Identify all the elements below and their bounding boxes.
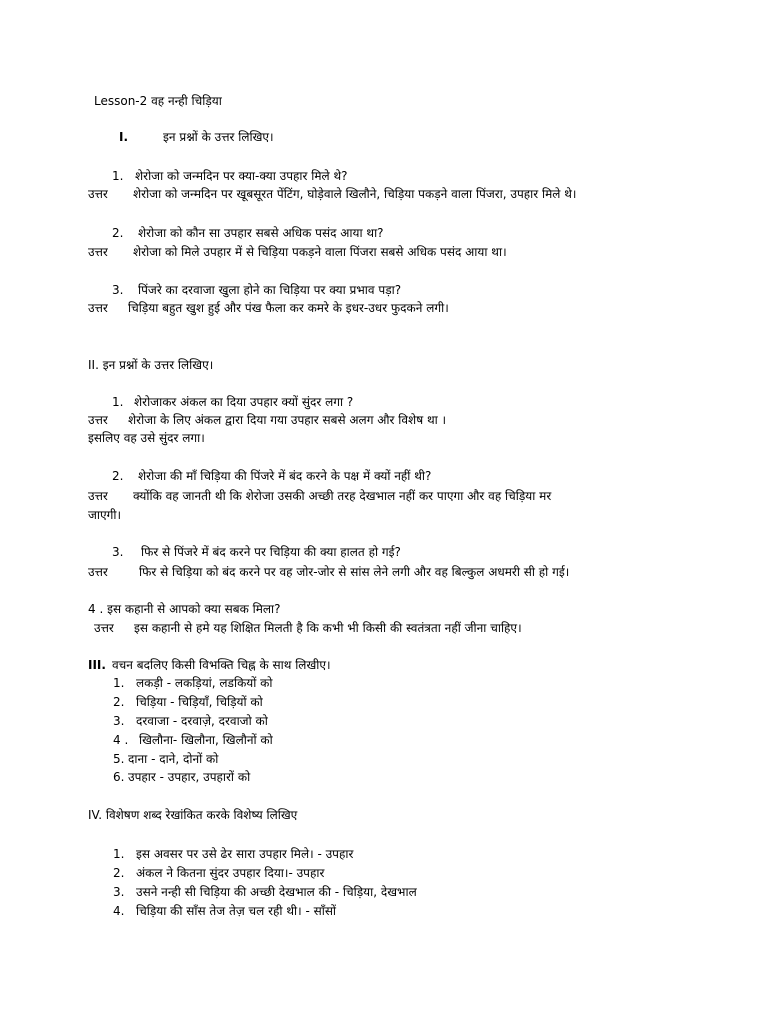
question-number: 2.	[112, 469, 124, 483]
list-item: चिड़िया - चिड़ियाँ, चिड़ियों को	[136, 695, 263, 709]
list-number: 3.	[113, 885, 125, 899]
question-text: शेरोजा को कौन सा उपहार सबसे अधिक पसंद आया था?	[138, 226, 384, 240]
list-number: 1.	[113, 847, 125, 861]
answer-label: उत्तर	[88, 489, 108, 503]
list-number: 3.	[113, 714, 125, 728]
list-number: 1.	[113, 676, 125, 690]
lesson-title: Lesson-2 वह नन्ही चिड़िया	[94, 94, 222, 108]
list-number: 4 .	[113, 733, 129, 747]
list-item: उपहार - उपहार, उपहारों को	[128, 770, 251, 784]
answer-label: उत्तर	[88, 245, 108, 259]
question-4: 4 . इस कहानी से आपको क्या सबक मिला?	[88, 602, 281, 616]
answer-label: उत्तर	[88, 565, 108, 579]
answer-text-continued: जाएगी।	[88, 508, 122, 522]
question-number: 3.	[112, 545, 124, 559]
list-item: लकड़ी - लकड़ियां, लडकियों को	[136, 676, 273, 690]
list-item: दाना - दाने, दोनों को	[128, 752, 219, 766]
question-number: 1.	[112, 395, 124, 409]
answer-label: उत्तर	[88, 187, 108, 201]
answer-text: शेरोजा के लिए अंकल द्वारा दिया गया उपहार सबसे अलग और विशेष था ।	[128, 413, 447, 427]
list-item: दरवाजा - दरवाज़े, दरवाजो को	[136, 714, 268, 728]
answer-text: इस कहानी से हमे यह शिक्षित मिलती है कि कभी भी किसी की स्वतंत्रता नहीं जीना चाहिए।	[134, 621, 522, 635]
list-number: 6.	[113, 770, 125, 784]
section1-numeral: I.	[119, 130, 129, 144]
answer-text: फिर से चिड़िया को बंद करने पर वह जोर-जोर से सांस लेने लगी और वह बिल्कुल अधमरी सी हो गई।	[139, 565, 570, 579]
question-number: 1.	[112, 169, 124, 183]
answer-text: क्योंकि वह जानती थी कि शेरोजा उसकी अच्छी तरह देखभाल नहीं कर पाएगा और वह चिड़िया मर	[133, 489, 552, 503]
answer-text: शेरोजा को जन्मदिन पर खूबसूरत पेंटिंग, घोड़ेवाले खिलौने, चिड़िया पकड़ने वाला पिंजरा, उपहार मिले थे।	[133, 187, 577, 201]
question-text: फिर से पिंजरे में बंद करने पर चिड़िया की क्या हालत हो गई?	[141, 545, 401, 559]
answer-text-continued: इसलिए वह उसे सुंदर लगा।	[88, 431, 205, 445]
answer-label: उत्तर	[88, 301, 108, 315]
list-item: चिड़िया की साँस तेज तेज़ चल रही थी। - साँसों	[136, 904, 337, 918]
question-text: शेरोजाकर अंकल का दिया उपहार क्यों सुंदर लगा ?	[134, 395, 354, 409]
list-item: खिलौना- खिलौना, खिलौनों को	[139, 733, 273, 747]
list-item: इस अवसर पर उसे ढेर सारा उपहार मिले। - उपहार	[136, 847, 354, 861]
section3-numeral: III.	[88, 658, 106, 672]
list-number: 2.	[113, 866, 125, 880]
list-item: अंकल ने कितना सुंदर उपहार दिया।- उपहार	[136, 866, 325, 880]
answer-text: चिड़िया बहुत खुश हुई और पंख फैला कर कमरे के इधर-उधर फुदकने लगी।	[128, 301, 449, 315]
list-item: उसने नन्ही सी चिड़िया की अच्छी देखभाल की - चिड़िया, देखभाल	[136, 885, 417, 899]
list-number: 4.	[113, 904, 125, 918]
question-number: 3.	[112, 283, 124, 297]
list-number: 2.	[113, 695, 125, 709]
answer-label: उत्तर	[94, 621, 114, 635]
section4-heading: IV. विशेषण शब्द रेखांकित करके विशेष्य लिखिए	[88, 808, 298, 822]
question-text: पिंजरे का दरवाजा खुला होने का चिड़िया पर क्या प्रभाव पड़ा?	[138, 283, 402, 297]
answer-text: शेरोजा को मिले उपहार में से चिड़िया पकड़ने वाला पिंजरा सबसे अधिक पसंद आया था।	[133, 245, 507, 259]
answer-label: उत्तर	[88, 413, 108, 427]
question-text: शेरोजा की माँ चिड़िया की पिंजरे में बंद करने के पक्ष में क्यों नहीं थी?	[138, 469, 432, 483]
section3-heading: वचन बदलिए किसी विभक्ति चिह्न के साथ लिखीए।	[112, 658, 331, 672]
question-text: शेरोजा को जन्मदिन पर क्या-क्या उपहार मिले थे?	[135, 169, 348, 183]
section1-heading: इन प्रश्नों के उत्तर लिखिए।	[163, 130, 274, 144]
list-number: 5.	[113, 752, 125, 766]
question-number: 2.	[112, 226, 124, 240]
section2-heading: II. इन प्रश्नों के उत्तर लिखिए।	[88, 358, 214, 372]
